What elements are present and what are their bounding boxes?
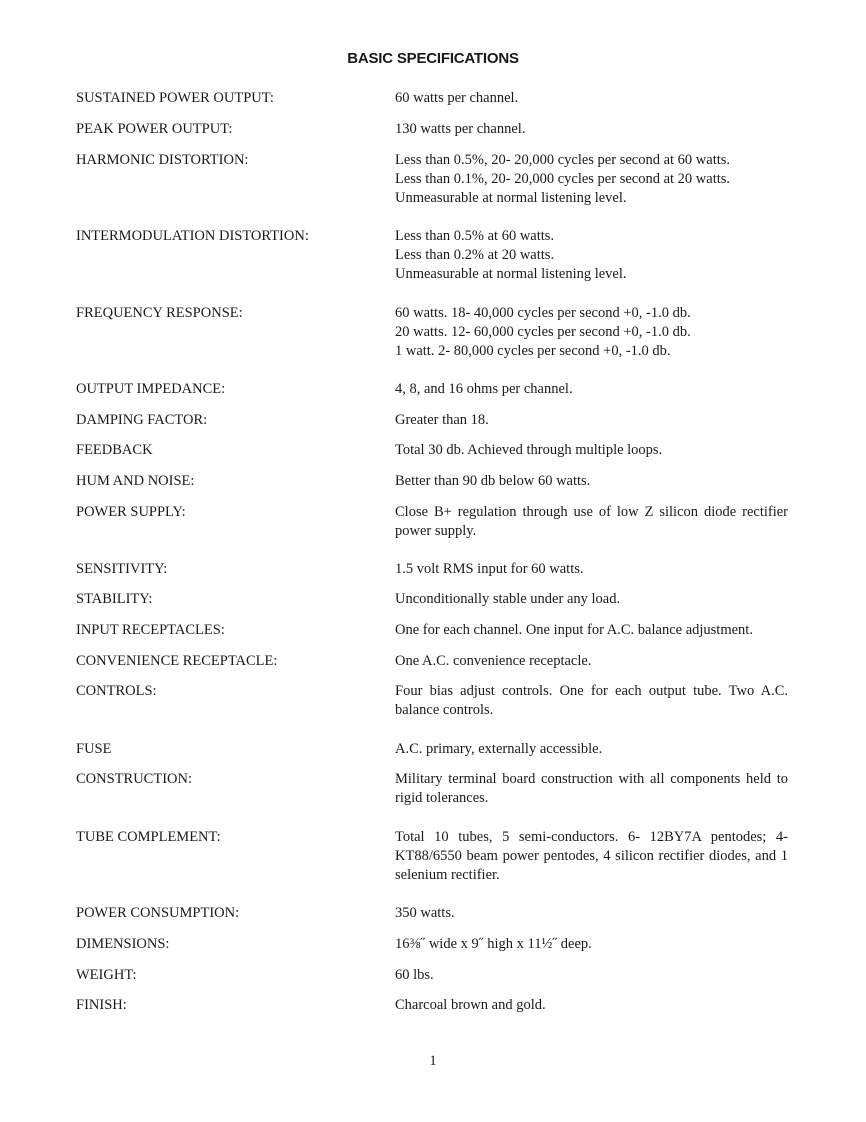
spec-value-line: 60 watts. 18- 40,000 cycles per second +0, -1.0 db. xyxy=(395,305,691,321)
spec-label: SENSITIVITY: xyxy=(76,561,168,577)
spec-label: INTERMODULATION DISTORTION: xyxy=(76,228,309,244)
spec-value-line: Less than 0.5%, 20- 20,000 cycles per second at 60 watts. xyxy=(395,152,731,168)
spec-value xyxy=(395,740,788,759)
spec-value-line: 130 watts per channel. xyxy=(395,121,526,137)
spec-value: Total 10 tubes, 5 semi-conductors. 6- 12BY7A pentodes; 4- KT88/6550 beam power pentodes, 4 silicon rectifier diodes, and 1 selenium rectifier. xyxy=(395,829,788,883)
spec-value xyxy=(395,120,788,139)
spec-value xyxy=(395,652,788,671)
spec-label: FUSE xyxy=(76,741,112,757)
spec-value-line: One for each channel. One input for A.C. balance adjustment. xyxy=(395,622,753,638)
spec-value-line: Unmeasurable at normal listening level. xyxy=(395,266,627,282)
spec-value xyxy=(395,590,788,609)
spec-label: CONTROLS: xyxy=(76,683,157,699)
spec-label: STABILITY: xyxy=(76,591,153,607)
spec-value xyxy=(395,472,788,491)
spec-label: PEAK POWER OUTPUT: xyxy=(76,121,233,137)
spec-label: HARMONIC DISTORTION: xyxy=(76,152,249,168)
spec-value xyxy=(395,560,788,579)
spec-value xyxy=(395,441,788,460)
spec-value-line: 60 lbs. xyxy=(395,967,434,983)
spec-value xyxy=(395,380,788,399)
spec-label: CONVENIENCE RECEPTACLE: xyxy=(76,653,278,669)
spec-label: WEIGHT: xyxy=(76,967,137,983)
spec-value-line: Less than 0.1%, 20- 20,000 cycles per second at 20 watts. xyxy=(395,171,731,187)
spec-value-line: 20 watts. 12- 60,000 cycles per second +0, -1.0 db. xyxy=(395,324,691,340)
spec-label: CONSTRUCTION: xyxy=(76,771,193,787)
spec-value-line: Less than 0.5% at 60 watts. xyxy=(395,228,555,244)
spec-value xyxy=(395,411,788,430)
spec-label: POWER SUPPLY: xyxy=(76,504,186,520)
spec-value-line: 1.5 volt RMS input for 60 watts. xyxy=(395,561,584,577)
spec-value-line: 60 watts per channel. xyxy=(395,90,519,106)
spec-value xyxy=(395,996,788,1015)
spec-value: Four bias adjust controls. One for each output tube. Two A.C. balance controls. xyxy=(395,683,788,718)
spec-value xyxy=(395,304,788,361)
spec-label: POWER CONSUMPTION: xyxy=(76,905,240,921)
spec-value-line: A.C. primary, externally accessible. xyxy=(395,741,603,757)
spec-value xyxy=(395,904,788,923)
spec-value xyxy=(395,621,788,640)
spec-label: TUBE COMPLEMENT: xyxy=(76,829,221,845)
spec-value xyxy=(395,151,788,208)
spec-label: HUM AND NOISE: xyxy=(76,473,195,489)
spec-value xyxy=(395,227,788,284)
spec-value-line: Unmeasurable at normal listening level. xyxy=(395,190,627,206)
spec-value-line: Better than 90 db below 60 watts. xyxy=(395,473,591,489)
spec-value-line: Unconditionally stable under any load. xyxy=(395,591,621,607)
page-number: 1 xyxy=(429,1053,437,1069)
spec-value-line: 4, 8, and 16 ohms per channel. xyxy=(395,381,573,397)
spec-label: INPUT RECEPTACLES: xyxy=(76,622,225,638)
spec-value-line: 16⅜˝ wide x 9˝ high x 11½˝ deep. xyxy=(395,936,592,952)
spec-label: FEEDBACK xyxy=(76,442,153,458)
spec-value-line: One A.C. convenience receptacle. xyxy=(395,653,592,669)
spec-value-line: Greater than 18. xyxy=(395,412,489,428)
spec-label: OUTPUT IMPEDANCE: xyxy=(76,381,226,397)
spec-label: FREQUENCY RESPONSE: xyxy=(76,305,243,321)
spec-value xyxy=(395,966,788,985)
spec-value-line: Less than 0.2% at 20 watts. xyxy=(395,247,555,263)
spec-value xyxy=(395,935,788,954)
spec-value xyxy=(395,89,788,108)
spec-label: SUSTAINED POWER OUTPUT: xyxy=(76,90,274,106)
spec-value-line: 1 watt. 2- 80,000 cycles per second +0, -1.0 db. xyxy=(395,343,671,359)
spec-value-line: Charcoal brown and gold. xyxy=(395,997,546,1013)
spec-label: DIMENSIONS: xyxy=(76,936,170,952)
page-title: BASIC SPECIFICATIONS xyxy=(347,50,519,67)
spec-value-line: 350 watts. xyxy=(395,905,455,921)
spec-value-line: Total 30 db. Achieved through multiple loops. xyxy=(395,442,663,458)
spec-label: DAMPING FACTOR: xyxy=(76,412,208,428)
spec-label: FINISH: xyxy=(76,997,127,1013)
spec-value: Military terminal board construction with all components held to rigid tolerances. xyxy=(395,771,788,806)
spec-value: Close B+ regulation through use of low Z silicon diode rectifier power supply. xyxy=(395,504,788,539)
